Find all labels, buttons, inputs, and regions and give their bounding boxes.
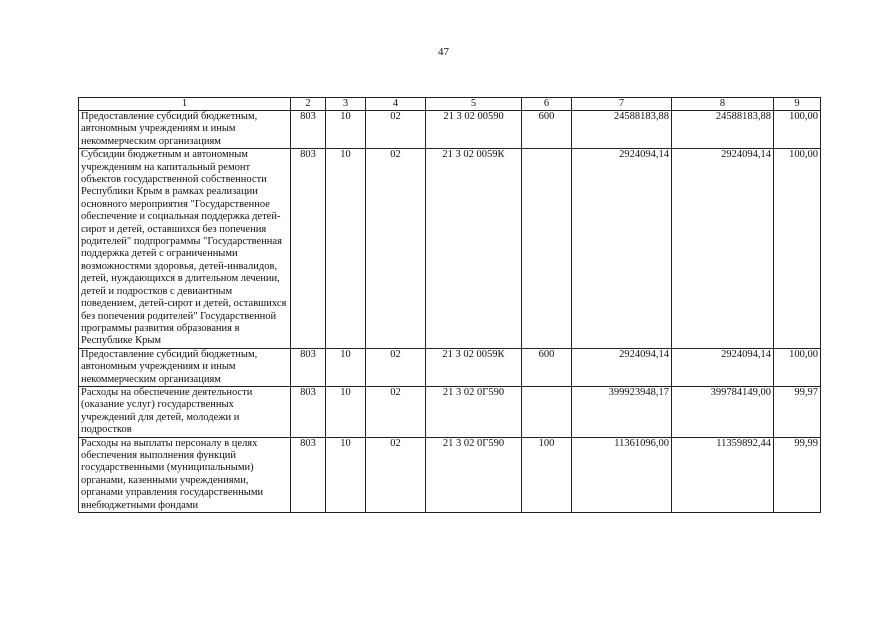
row-col-7: 399923948,17 xyxy=(572,386,672,437)
row-col-2: 803 xyxy=(291,348,326,386)
row-col-8: 24588183,88 xyxy=(672,111,774,149)
row-col-7: 2924094,14 xyxy=(572,348,672,386)
header-col-5: 5 xyxy=(426,98,522,111)
row-col-9: 100,00 xyxy=(774,149,821,349)
row-col-5: 21 3 02 00590 xyxy=(426,111,522,149)
header-col-9: 9 xyxy=(774,98,821,111)
row-col-5: 21 3 02 0Г590 xyxy=(426,386,522,437)
row-col-4: 02 xyxy=(366,348,426,386)
row-col-4: 02 xyxy=(366,437,426,512)
row-col-6 xyxy=(522,149,572,349)
row-col-3: 10 xyxy=(326,386,366,437)
row-col-6: 600 xyxy=(522,348,572,386)
header-col-6: 6 xyxy=(522,98,572,111)
row-name: Предоставление субсидий бюджетным, автономным учреждениям и иным некоммерческим организациям xyxy=(79,348,291,386)
row-name: Субсидии бюджетным и автономным учреждениям на капитальный ремонт объектов государственной собственности Республики Крым в рамках реализации основного мероприятия "Государственное обеспечение и социальная поддержка детей-сирот и детей, оставшихся без попечения родителей" подпрограммы "Государственная поддержка детей с ограниченными возможностями здоровья, детей-инвалидов, детей, нуждающихся в длительном лечении, детей и подростков с девиантным поведением, детей-сирот и детей, оставшихся без попечения родителей" Государственной программы развития образования в Республике Крым xyxy=(79,149,291,349)
row-col-3: 10 xyxy=(326,149,366,349)
row-name: Расходы на выплаты персоналу в целях обеспечения выполнения функций государственными (муниципальными) органами, казенными учреждениями, органами управления государственными внебюджетными фондами xyxy=(79,437,291,512)
header-row xyxy=(79,98,821,111)
row-col-9: 99,99 xyxy=(774,437,821,512)
table-row xyxy=(79,111,821,149)
row-col-5: 21 3 02 0059К xyxy=(426,149,522,349)
row-col-4: 02 xyxy=(366,111,426,149)
row-col-7: 11361096,00 xyxy=(572,437,672,512)
row-col-4: 02 xyxy=(366,149,426,349)
row-col-2: 803 xyxy=(291,111,326,149)
row-col-5: 21 3 02 0059К xyxy=(426,348,522,386)
row-col-3: 10 xyxy=(326,437,366,512)
row-col-8: 2924094,14 xyxy=(672,149,774,349)
header-col-2: 2 xyxy=(291,98,326,111)
page-number: 47 xyxy=(438,46,449,58)
row-col-6: 100 xyxy=(522,437,572,512)
row-col-6: 600 xyxy=(522,111,572,149)
row-col-4: 02 xyxy=(366,386,426,437)
table-row xyxy=(79,386,821,437)
table-row xyxy=(79,348,821,386)
row-col-9: 100,00 xyxy=(774,111,821,149)
row-name: Предоставление субсидий бюджетным, автономным учреждениям и иным некоммерческим организациям xyxy=(79,111,291,149)
row-name: Расходы на обеспечение деятельности (оказание услуг) государственных учреждений для детей, молодежи и подростков xyxy=(79,386,291,437)
row-col-2: 803 xyxy=(291,386,326,437)
table-row xyxy=(79,437,821,512)
table-row xyxy=(79,149,821,349)
row-col-2: 803 xyxy=(291,149,326,349)
row-col-8: 2924094,14 xyxy=(672,348,774,386)
row-col-9: 100,00 xyxy=(774,348,821,386)
row-col-8: 399784149,00 xyxy=(672,386,774,437)
header-col-8: 8 xyxy=(672,98,774,111)
header-col-3: 3 xyxy=(326,98,366,111)
budget-table xyxy=(78,97,821,513)
row-col-7: 24588183,88 xyxy=(572,111,672,149)
row-col-3: 10 xyxy=(326,348,366,386)
header-col-4: 4 xyxy=(366,98,426,111)
header-col-1: 1 xyxy=(79,98,291,111)
row-col-3: 10 xyxy=(326,111,366,149)
header-col-7: 7 xyxy=(572,98,672,111)
row-col-6 xyxy=(522,386,572,437)
row-col-8: 11359892,44 xyxy=(672,437,774,512)
row-col-2: 803 xyxy=(291,437,326,512)
row-col-9: 99,97 xyxy=(774,386,821,437)
row-col-7: 2924094,14 xyxy=(572,149,672,349)
row-col-5: 21 3 02 0Г590 xyxy=(426,437,522,512)
